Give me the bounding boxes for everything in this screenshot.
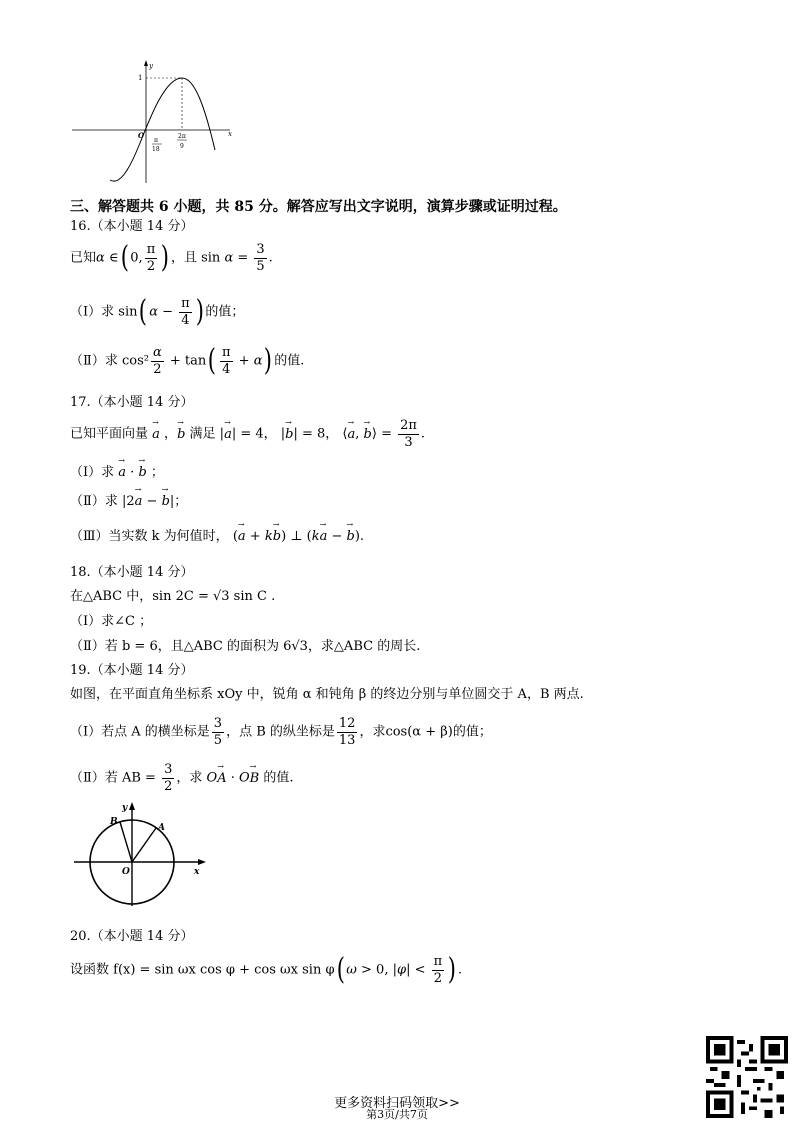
q17-given: 已知平面向量 → a ，→ b 满足 |→ a| = 4， |→ b| = 8， ⟨→ a, → b⟩ = $\frac{2\pi}{3}$ . [70, 418, 425, 450]
graph-one-label: 1 [138, 74, 143, 82]
graph-origin-label: O [138, 131, 145, 140]
graph-2pi-den: 9 [180, 143, 184, 150]
graph-y-label: y [149, 62, 153, 70]
circle-origin-label: O [122, 867, 130, 877]
circle-x-label: x [194, 867, 200, 877]
circle-a-label: A [158, 823, 165, 833]
page-number: 第3页/共7页 [366, 1108, 428, 1121]
q18-head: 18.（本小题 14 分） [70, 565, 194, 580]
q18-part1: （Ⅰ）求∠C ； [70, 614, 153, 629]
q20-given: 设函数 f(x) = sin ωx cos φ + cos ωx sin φ( ω > 0, |φ| < $\frac{\pi}{2}$ ) . [70, 952, 463, 988]
q20-head: 20.（本小题 14 分） [70, 929, 194, 944]
graph-pi-num: π [154, 137, 158, 144]
q18-given: 在△ABC 中，sin 2C = √3 sin C . [70, 589, 276, 604]
q19-part1: （Ⅰ）若点 A 的横坐标是 $\frac{3}{5}$ ，点 B 的纵坐标是 $\frac{12}{13}$ ，求cos(α + β)的值； [70, 716, 492, 748]
q18-part2: （Ⅱ）若 b = 6，且△ABC 的面积为 6√3，求△ABC 的周长. [70, 639, 421, 654]
q17-part1: （Ⅰ）求 → a · → b ； [70, 466, 164, 479]
q16-given: 已知α ∈( 0, $\frac{\pi}{2}$ ) ，且 sin α = $\frac{3}{5}$ . [70, 240, 273, 276]
unit-circle-figure [70, 800, 210, 910]
graph-pi-den: 18 [152, 146, 160, 153]
q16-part2: （Ⅱ）求 cos² $\frac{\alpha}{2}$ + tan( $\frac{\pi}{4}$ + α) 的值. [70, 343, 305, 379]
q16-part1: （Ⅰ）求 sin( α − $\frac{\pi}{4}$ ) 的值； [70, 294, 245, 330]
q17-head: 17.（本小题 14 分） [70, 395, 194, 410]
q19-head: 19.（本小题 14 分） [70, 663, 194, 678]
q19-given: 如图，在平面直角坐标系 xOy 中，锐角 α 和钝角 β 的终边分别与单位圆交于 A，B 两点. [70, 687, 584, 702]
graph-x-label: x [228, 130, 232, 138]
sine-graph [70, 58, 240, 188]
circle-b-label: B [110, 817, 118, 827]
q19-part2: （Ⅱ）若 AB = $\frac{3}{2}$ ，求 O→ A · O→ B 的值. [70, 762, 294, 794]
footer-more-link[interactable]: 更多资料扫码领取>> [334, 1096, 460, 1111]
q17-part3: （Ⅲ）当实数 k 为何值时， (→ a + k→ b) ⊥ (k→ a − → b). [70, 530, 364, 543]
section-title: 三、解答题共 6 小题，共 85 分。解答应写出文字说明，演算步骤或证明过程。 [70, 199, 567, 215]
q16-head: 16.（本小题 14 分） [70, 219, 194, 234]
circle-y-label: y [122, 803, 128, 813]
graph-2pi-num: 2π [178, 133, 186, 140]
q17-part2: （Ⅱ）求 |2→ a − → b|； [70, 495, 187, 508]
